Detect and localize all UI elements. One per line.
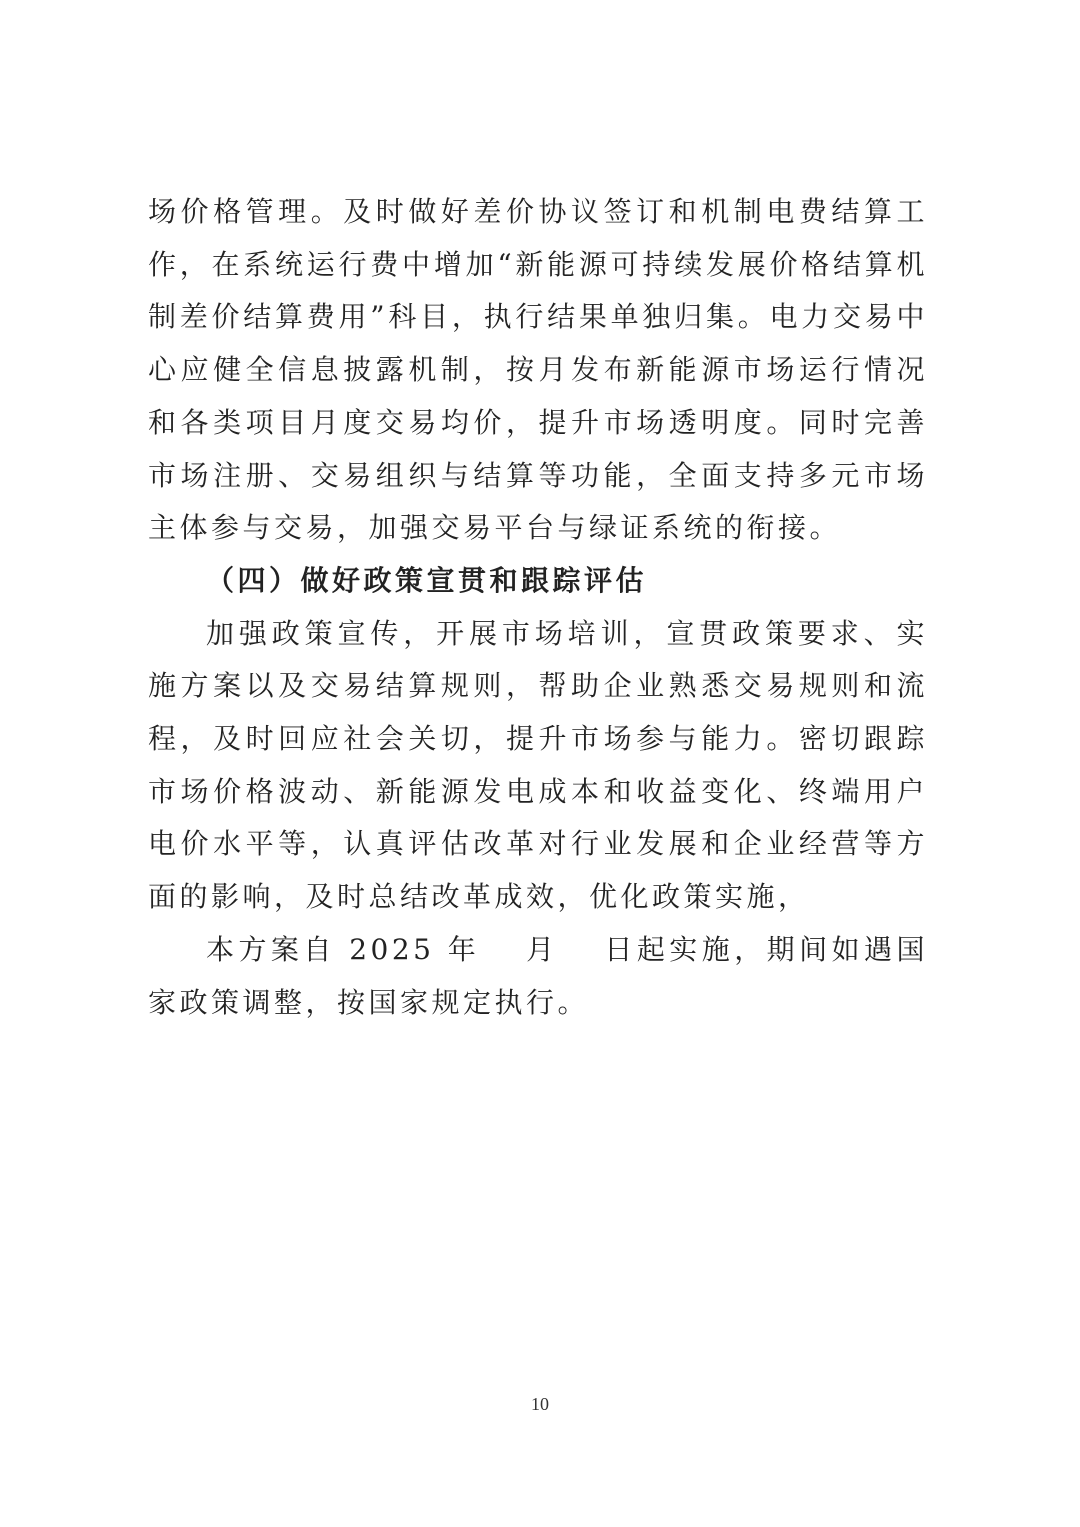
- paragraph-continuation: 场价格管理。及时做好差价协议签订和机制电费结算工作，在系统运行费中增加“新能源可持续发展价格结算机制差价结算费用”科目，执行结果单独归集。电力交易中心应健全信息披露机制，按月发布新能源市场运行情况和各类项目月度交易均价，提升市场透明度。同时完善市场注册、交易组织与结算等功能，全面支持多元市场主体参与交易，加强交易平台与绿证系统的衔接。: [148, 195, 928, 545]
- paragraph-policy-publicity: 加强政策宣传，开展市场培训，宣贯政策要求、实施方案以及交易结算规则，帮助企业熟悉交易规则和流程，及时回应社会关切，提升市场参与能力。密切跟踪市场价格波动、新能源发电成本和收益变化、终端用户电价水平等，认真评估改革对行业发展和企业经营等方面的影响，及时总结改革成效，优化政策实施，: [148, 616, 928, 914]
- document-body: [148, 186, 928, 1029]
- page-number: 10: [531, 1394, 549, 1414]
- paragraph-effective-date: 本方案自 2025 年 月 日起实施，期间如遇国家政策调整，按国家规定执行。: [148, 932, 928, 1019]
- section-heading: （四）做好政策宣贯和跟踪评估: [206, 563, 648, 597]
